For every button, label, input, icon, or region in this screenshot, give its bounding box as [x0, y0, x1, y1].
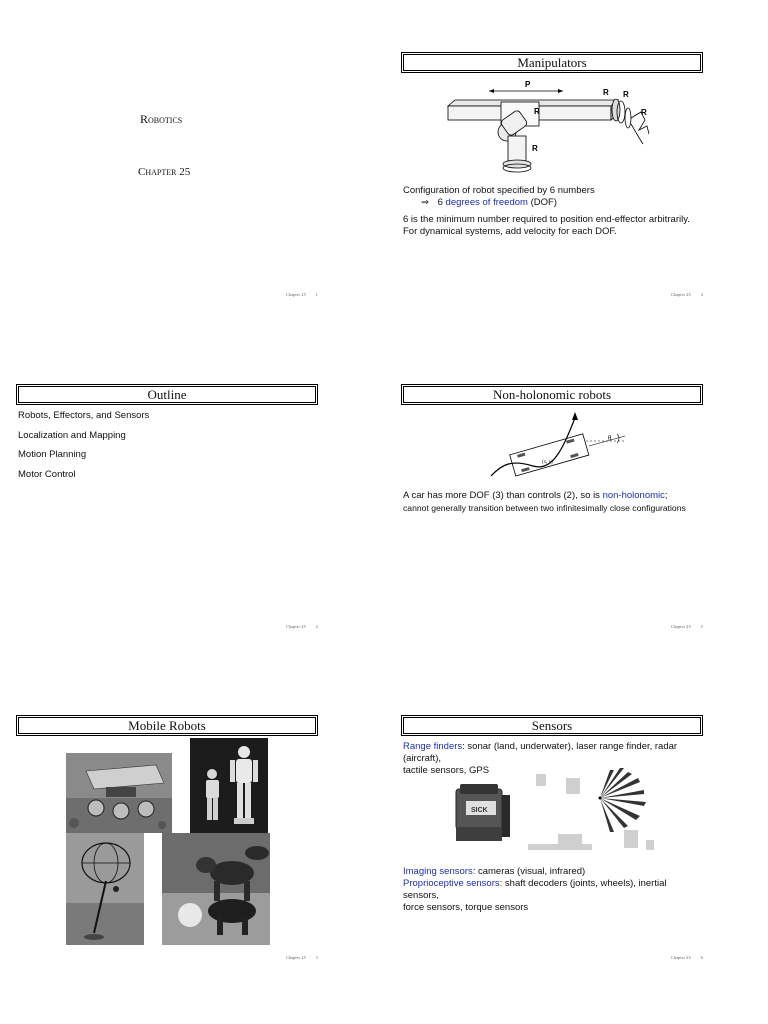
slide-body: [403, 490, 703, 514]
car-diagram: [403, 408, 703, 488]
footer-page-number: 3: [315, 955, 318, 960]
label-r: R: [641, 108, 647, 117]
highlight-term: Imaging sensors: [403, 866, 473, 877]
label-r: R: [532, 144, 538, 153]
text-span: : shaft decoders (joints, wheels), inertial sensors,: [403, 878, 667, 901]
range-scan-map: [528, 768, 658, 858]
outline-item: Localization and Mapping: [18, 430, 126, 441]
text-line: For dynamical systems, add velocity for each DOF.: [403, 226, 617, 237]
manipulator-diagram: [403, 74, 703, 179]
slide-body-lower: [403, 866, 703, 914]
text-line: force sensors, torque sensors: [403, 902, 529, 913]
footer-page-number: 2: [315, 624, 318, 629]
footer-label: Chapter 25: [671, 624, 691, 629]
text-line: [403, 197, 703, 209]
text-span: : cameras (visual, infrared): [472, 866, 586, 877]
text-span: 6: [437, 197, 443, 208]
slide-body: [403, 185, 703, 238]
text-span: A car has more DOF (3) than controls (2), so is: [403, 490, 600, 501]
slide-footer: [286, 292, 318, 297]
slide-footer: [671, 955, 703, 960]
slide-manipulators: [403, 40, 703, 340]
slide-heading: Manipulators: [403, 54, 701, 71]
rover-photo: [66, 753, 172, 833]
slide-heading: Non-holonomic robots: [403, 386, 701, 403]
label-theta: θ: [608, 434, 612, 442]
slide-chapter: Chapter 25: [138, 166, 191, 178]
slide-footer: [671, 292, 703, 297]
footer-page-number: 6: [700, 955, 703, 960]
hopping-robot-photo: [66, 833, 144, 945]
implies-symbol: ⇒: [421, 197, 429, 208]
text-line: 6 is the minimum number required to position end-effector arbitrarily.: [403, 214, 690, 225]
device-label: SICK: [471, 807, 488, 814]
slide-heading: Mobile Robots: [18, 717, 316, 734]
text-line: [403, 866, 703, 878]
footer-page-number: 1: [315, 292, 318, 297]
slide-heading: Outline: [18, 386, 316, 403]
slide-footer: [286, 624, 318, 629]
footer-label: Chapter 25: [286, 624, 306, 629]
label-r: R: [603, 88, 609, 97]
footer-page-number: 5: [700, 624, 703, 629]
footer-label: Chapter 25: [671, 955, 691, 960]
slide-heading: Sensors: [403, 717, 701, 734]
footer-label: Chapter 25: [286, 292, 306, 297]
text-line: [403, 741, 703, 765]
text-span: : sonar (land, underwater), laser range finder, radar (aircraft),: [403, 741, 678, 764]
robot-dogs-photo: [162, 833, 270, 945]
slide-footer: [671, 624, 703, 629]
footer-label: Chapter 25: [286, 955, 306, 960]
label-p: P: [525, 80, 531, 89]
slide-sensors: [403, 703, 703, 1003]
text-line: cannot generally transition between two infinitesimally close configurations: [403, 503, 686, 513]
outline-item: Motor Control: [18, 469, 76, 480]
highlight-term: Proprioceptive sensors: [403, 878, 500, 889]
text-line: [403, 878, 703, 902]
humanoid-photo: [190, 738, 268, 833]
laser-scanner-image: [448, 781, 528, 851]
highlight-term: Range finders: [403, 741, 463, 752]
slide-mobile-robots: [18, 703, 318, 1003]
footer-label: Chapter 25: [671, 292, 691, 297]
text-span: ;: [664, 490, 668, 501]
outline-item: Motion Planning: [18, 449, 87, 460]
slide-outline: [18, 372, 318, 672]
highlight-term: degrees of freedom: [445, 197, 528, 208]
slide-footer: [286, 955, 318, 960]
slide-main-title: Robotics: [140, 112, 183, 126]
slide-nonholonomic: [403, 372, 703, 672]
label-r: R: [623, 90, 629, 99]
outline-item: Robots, Effectors, and Sensors: [18, 410, 150, 421]
slide-title: [18, 40, 318, 340]
footer-page-number: 4: [700, 292, 703, 297]
label-xy: (x, y): [542, 460, 553, 465]
text-line: [403, 490, 703, 502]
label-r: R: [534, 107, 540, 116]
text-line: Configuration of robot specified by 6 numbers: [403, 185, 595, 196]
text-span: (DOF): [530, 197, 557, 208]
highlight-term: non-holonomic: [602, 490, 665, 501]
text-line: tactile sensors, GPS: [403, 765, 490, 776]
